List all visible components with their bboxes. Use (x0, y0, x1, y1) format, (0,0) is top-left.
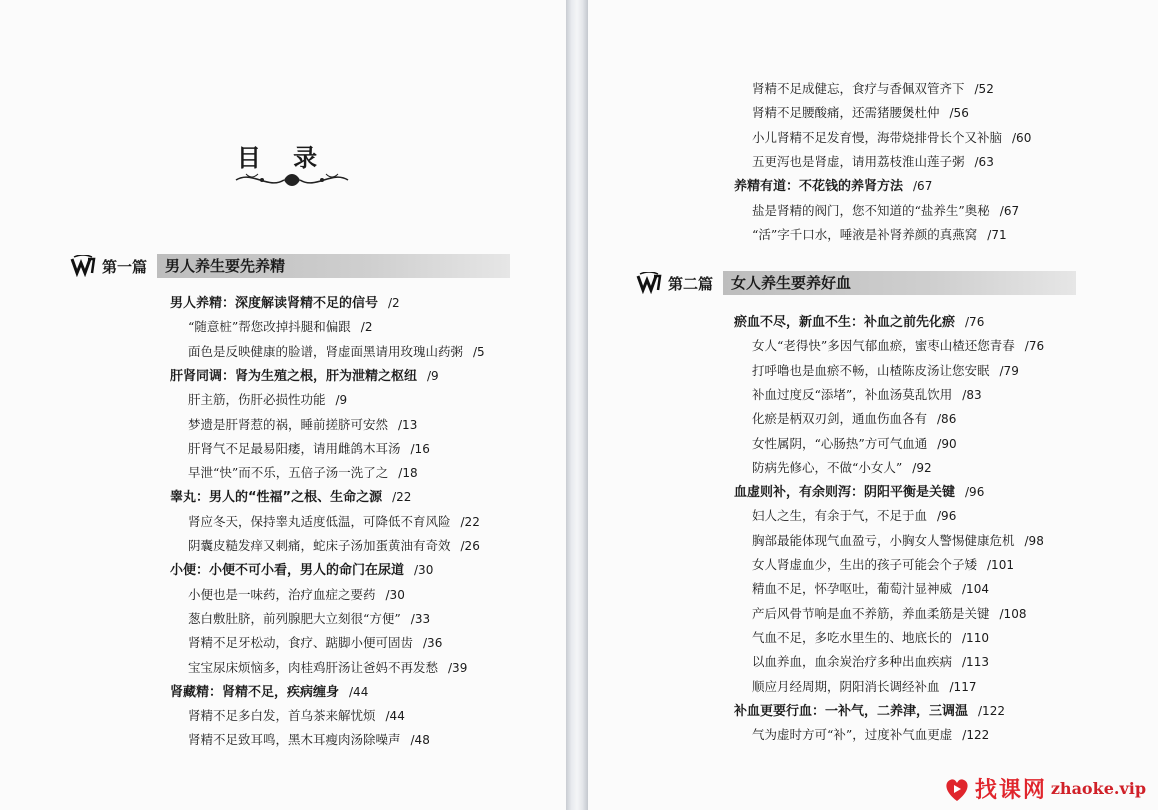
toc-text: 宝宝尿床烦恼多，肉桂鸡肝汤让爸妈不再发愁 (188, 659, 439, 675)
toc-page-number: /104 (962, 582, 989, 597)
toc-page-number: /96 (937, 509, 957, 524)
toc-entry[interactable] (188, 343, 485, 361)
toc-entry[interactable] (188, 586, 405, 604)
toc-chapter[interactable] (170, 488, 411, 507)
toc-entry[interactable] (752, 410, 956, 428)
watermark (943, 773, 1146, 804)
toc-entry[interactable] (752, 459, 932, 477)
toc-page-number: /13 (398, 417, 418, 432)
toc-page-number: /9 (335, 393, 348, 408)
toc-entry[interactable] (188, 634, 442, 652)
toc-text: 胸部最能体现气血盈亏，小胸女人警惕健康危机 (752, 532, 1015, 548)
toc-page-number: /26 (460, 539, 480, 553)
toc-text: 肾精不足腰酸痛，还需猪腰煲杜仲 (752, 105, 940, 121)
part-number: 第一篇 (102, 257, 148, 276)
right-page (588, 0, 1158, 810)
toc-entry[interactable] (188, 464, 418, 482)
toc-text: 男人养精：深度解读肾精不足的信号 (170, 296, 379, 311)
part-heading-2[interactable] (636, 270, 1076, 296)
toc-title: 目 录 (236, 144, 330, 172)
toc-entry[interactable] (752, 153, 994, 171)
toc-page-number: /9 (427, 368, 439, 383)
toc-text: 早泄“快”而不乐，五倍子汤一洗了之 (188, 465, 389, 481)
toc-page-number: /122 (962, 728, 990, 743)
part-title: 女人养生要养好血 (723, 271, 1076, 295)
toc-text: 补血过度反“添堵”，补血汤莫乱饮用 (752, 386, 953, 402)
toc-text: 面色是反映健康的脸谱，肾虚面黑请用玫瑰山药粥 (188, 343, 464, 359)
watermark-cn: 找课网 (974, 778, 1047, 803)
part-emblem-icon (636, 272, 662, 294)
toc-page-number: /90 (937, 436, 957, 451)
toc-text: 五更泻也是肾虚，请用荔枝淮山莲子粥 (752, 153, 965, 169)
toc-text: 精血不足，怀孕呕吐，葡萄汁显神威 (752, 581, 953, 597)
toc-page-number: /76 (1024, 339, 1045, 354)
left-page (0, 0, 566, 810)
toc-entry[interactable] (752, 80, 994, 98)
toc-entry[interactable] (188, 416, 417, 434)
toc-entry[interactable] (188, 318, 372, 336)
toc-page-number: /2 (388, 296, 400, 310)
toc-page-number: /5 (473, 344, 485, 359)
toc-page-number: /113 (962, 655, 989, 670)
toc-text: 气血不足，多吃水里生的、地底长的 (752, 629, 953, 645)
toc-page-number: /56 (949, 106, 969, 121)
toc-entry[interactable] (752, 580, 989, 598)
toc-text: 肾应冬天，保持睾丸适度低温，可降低不育风险 (188, 513, 451, 529)
play-heart-icon (943, 775, 971, 803)
toc-entry[interactable] (188, 391, 347, 409)
toc-page-number: /67 (999, 203, 1020, 218)
toc-chapter[interactable] (734, 702, 1005, 721)
toc-page-number: /44 (385, 709, 405, 724)
toc-text: 小儿肾精不足发育慢，海带烧排骨长个又补脑 (752, 129, 1003, 145)
page-gutter (566, 0, 588, 810)
toc-text: 肾精不足多白发，首乌茶来解忧烦 (188, 708, 376, 724)
toc-text: 肾精不足成健忘，食疗与香佩双管齐下 (752, 81, 965, 96)
toc-entry[interactable] (188, 659, 467, 677)
toc-entry[interactable] (752, 435, 957, 453)
toc-page-number: /63 (974, 154, 994, 169)
toc-entry[interactable] (752, 386, 982, 404)
toc-entry[interactable] (752, 726, 989, 744)
toc-entry[interactable] (188, 440, 430, 458)
toc-text: 瘀血不尽，新血不生：补血之前先化瘀 (734, 315, 956, 330)
toc-entry[interactable] (752, 202, 1019, 220)
toc-entry[interactable] (752, 605, 1026, 623)
toc-page-number: /48 (410, 733, 430, 748)
toc-page-number: /18 (398, 466, 418, 481)
toc-entry[interactable] (752, 678, 976, 696)
toc-chapter[interactable] (734, 313, 984, 332)
part-heading-1[interactable] (70, 253, 510, 279)
toc-entry[interactable] (188, 513, 480, 531)
toc-page-number: /44 (349, 684, 369, 699)
toc-text: 养精有道：不花钱的养肾方法 (734, 179, 904, 195)
toc-page-number: /76 (965, 315, 985, 329)
toc-text: 肝主筋，伤肝必损性功能 (188, 392, 326, 408)
ornament-flourish-icon (232, 168, 352, 192)
toc-text: 气为虚时方可“补”，过度补气血更虚 (752, 727, 953, 743)
toc-text: 妇人之生，有余于气，不足于血 (752, 508, 928, 524)
toc-text: 顺应月经周期，阴阳消长调经补血 (752, 678, 940, 694)
toc-chapter[interactable] (734, 177, 932, 196)
toc-text: 小便：小便不可小看，男人的命门在尿道 (170, 563, 405, 579)
toc-text: 产后风骨节响是血不养筋，养血柔筋是关键 (752, 605, 990, 621)
toc-page-number: /96 (965, 485, 985, 500)
toc-entry[interactable] (752, 104, 969, 122)
toc-page-number: /36 (423, 636, 443, 651)
toc-text: 肝肾气不足最易阳痿，请用雌鸽木耳汤 (188, 440, 401, 456)
toc-page-number: /98 (1024, 533, 1044, 548)
toc-entry[interactable] (752, 629, 989, 647)
toc-chapter[interactable] (170, 367, 439, 386)
toc-text: 女人肾虚血少，生出的孩子可能会个子矮 (752, 557, 978, 572)
part-number: 第二篇 (668, 274, 714, 293)
part-emblem-icon (70, 255, 96, 277)
toc-text: 小便也是一味药，治疗血症之要药 (188, 586, 376, 602)
toc-text: 女性属阴，“心肠热”方可气血通 (752, 435, 928, 451)
toc-page-number: /67 (913, 179, 933, 194)
toc-page-number: /92 (912, 460, 932, 475)
toc-entry[interactable] (752, 507, 956, 525)
toc-entry[interactable] (752, 129, 1031, 147)
toc-entry[interactable] (752, 337, 1044, 355)
toc-page-number: /30 (385, 587, 405, 602)
toc-text: 睾丸：男人的“性福”之根、生命之源 (170, 490, 383, 506)
toc-text: 防病先修心，不做“小女人” (752, 459, 903, 475)
toc-entry[interactable] (188, 707, 405, 725)
toc-entry[interactable] (188, 731, 430, 749)
toc-text: 女人“老得快”多因气郁血瘀，蜜枣山楂还您青春 (752, 338, 1015, 354)
watermark-en: zhaoke.vip (1050, 779, 1146, 798)
toc-entry[interactable] (752, 532, 1044, 550)
toc-text: 阴囊皮糙发痒又刺痛，蛇床子汤加蛋黄油有奇效 (188, 538, 451, 553)
toc-text: 补血更要行血：一补气，二养津，三调温 (734, 703, 969, 719)
toc-text: “活”字千口水，唾液是补肾养颜的真燕窝 (752, 226, 978, 242)
toc-page-number: /117 (949, 679, 977, 694)
toc-page-number: /83 (962, 387, 982, 402)
toc-text: 以血养血，血余炭治疗多种出血疾病 (752, 654, 953, 670)
toc-page-number: /30 (414, 563, 434, 578)
toc-text: 梦遗是肝肾惹的祸，睡前搓脐可安然 (188, 416, 389, 432)
toc-chapter[interactable] (170, 561, 433, 580)
toc-page-number: /122 (978, 703, 1005, 718)
toc-entry[interactable] (188, 537, 480, 555)
toc-text: 肾精不足致耳鸣，黑木耳瘦肉汤除噪声 (188, 732, 401, 748)
toc-text: 打呼噜也是血瘀不畅，山楂陈皮汤让您安眠 (752, 362, 990, 378)
toc-text: 血虚则补，有余则泻：阴阳平衡是关键 (734, 485, 956, 501)
toc-page-number: /71 (987, 227, 1007, 242)
toc-page-number: /108 (999, 606, 1027, 621)
toc-text: 肾藏精：肾精不足，疾病缠身 (170, 684, 340, 700)
toc-page-number: /79 (999, 363, 1019, 378)
toc-text: 化瘀是柄双刃剑，通血伤血各有 (752, 411, 928, 427)
toc-page-number: /110 (962, 630, 989, 645)
toc-text: “随意桩”帮您改掉抖腿和偏跟 (188, 319, 351, 335)
toc-page-number: /86 (937, 412, 957, 427)
toc-page-number: /39 (448, 660, 468, 675)
toc-chapter[interactable] (170, 683, 368, 702)
toc-text: 肾精不足牙松动，食疗、踮脚小便可固齿 (188, 635, 414, 651)
part-title: 男人养生要先养精 (157, 254, 510, 278)
toc-chapter[interactable] (734, 483, 984, 502)
toc-text: 葱白敷肚脐，前列腺肥大立刻很“方便” (188, 610, 401, 626)
toc-page-number: /22 (460, 514, 480, 529)
toc-page-number: /52 (974, 82, 994, 96)
toc-entry[interactable] (752, 226, 1007, 244)
toc-text: 盐是肾精的阀门，您不知道的“盐养生”奥秘 (752, 202, 990, 218)
toc-entry[interactable] (188, 610, 430, 628)
toc-page-number: /60 (1012, 130, 1032, 145)
toc-chapter[interactable] (170, 294, 400, 313)
toc-entry[interactable] (752, 362, 1019, 380)
toc-entry[interactable] (752, 556, 1014, 574)
toc-page-number: /16 (410, 441, 430, 456)
toc-page-number: /101 (987, 558, 1014, 572)
toc-page-number: /2 (360, 320, 373, 335)
toc-text: 肝肾同调：肾为生殖之根，肝为泄精之枢纽 (170, 368, 418, 384)
toc-page-number: /22 (392, 490, 412, 505)
toc-page-number: /33 (410, 611, 431, 626)
toc-entry[interactable] (752, 653, 989, 671)
